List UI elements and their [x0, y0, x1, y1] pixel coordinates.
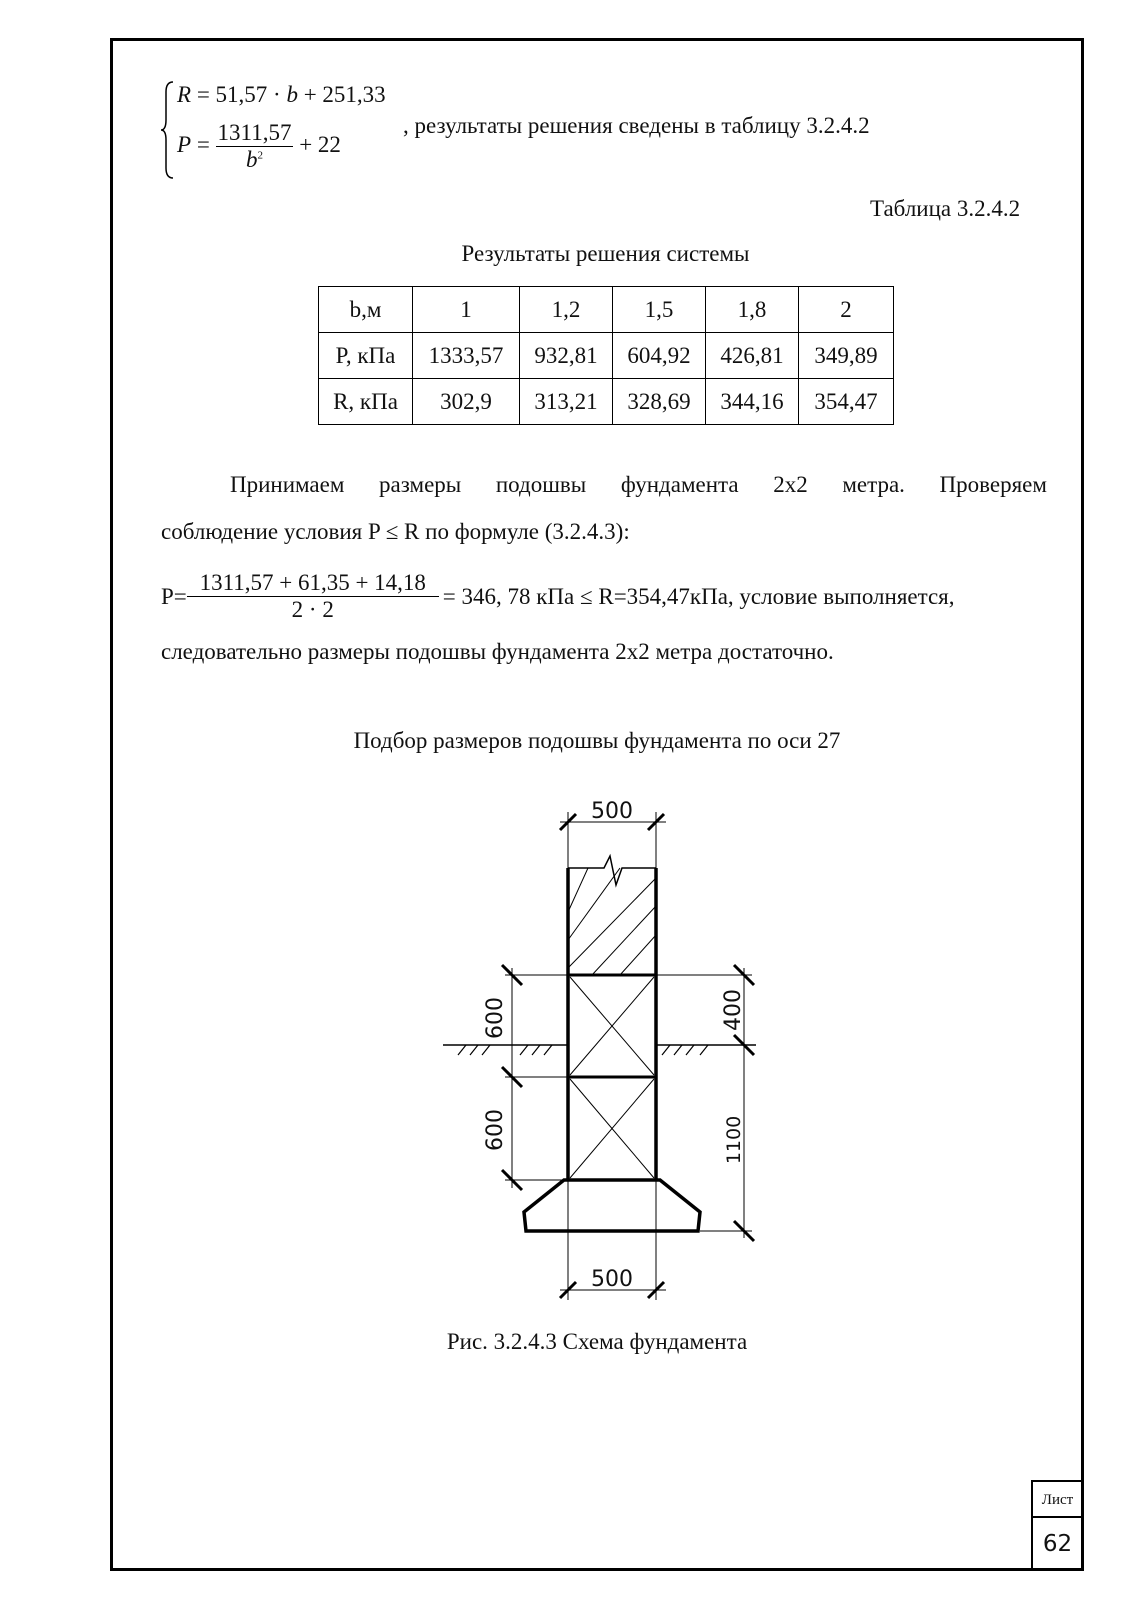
break-line — [568, 856, 656, 885]
table-row — [319, 379, 894, 425]
system-after-text: , результаты решения сведены в таблицу 3.2.4.2 — [403, 113, 870, 138]
table-label: Таблица 3.2.4.2 — [870, 196, 1021, 221]
paragraph-conclusion: следовательно размеры подошвы фундамента 2х2 метра достаточно. — [161, 639, 834, 664]
eq-p-rest: + 22 — [293, 131, 341, 157]
dim-right-upper-label: 400 — [721, 989, 746, 1031]
dim-bottom-label: 500 — [591, 1267, 633, 1292]
footing-slab — [524, 1180, 700, 1231]
eq-r-coef: = 51,57 · — [191, 82, 287, 107]
table-cell: 302,9 — [413, 379, 520, 425]
eq-p-den-var: b — [246, 147, 258, 172]
wall-hatch — [568, 868, 656, 975]
table-title: Результаты решения системы — [461, 241, 750, 266]
formula-denominator: 2 · 2 — [291, 597, 334, 622]
system-brace — [160, 80, 174, 180]
word: Принимаем — [230, 472, 345, 497]
table-cell: 313,21 — [520, 379, 613, 425]
figure-caption: Рис. 3.2.4.3 Схема фундамента — [446, 1329, 748, 1354]
word: 2х2 — [773, 472, 808, 497]
eq-r-rest: + 251,33 — [297, 82, 386, 107]
table-cell: 932,81 — [520, 333, 613, 379]
var-p: P — [177, 131, 192, 157]
eq-p-sign: = — [191, 131, 216, 157]
section-title: Подбор размеров подошвы фундамента по оси 27 — [353, 728, 841, 753]
word: размеры — [379, 472, 462, 497]
dim-left-lower-label: 600 — [483, 1109, 508, 1151]
sheet-stamp — [1031, 1480, 1084, 1571]
word: подошвы — [495, 472, 587, 497]
table-cell: 344,16 — [706, 379, 799, 425]
formula-result: = 346, 78 кПа ≤ R=354,47кПа, условие выполняется, — [442, 583, 955, 609]
var-r: R — [177, 82, 192, 107]
formula-fraction — [187, 570, 439, 623]
eq-p-den-exp: 2 — [257, 149, 263, 162]
word: Проверяем — [939, 472, 1047, 497]
eq-p-fraction — [216, 120, 294, 173]
table-cell: R, кПа — [319, 379, 413, 425]
table-cell: P, кПа — [319, 333, 413, 379]
table-cell: 604,92 — [613, 333, 706, 379]
dim-top-label: 500 — [591, 799, 633, 824]
equation-p — [177, 120, 341, 173]
dim-left-upper-label: 600 — [483, 997, 508, 1039]
formula-lhs: P= — [161, 583, 187, 609]
table-row — [319, 287, 894, 333]
word: метра. — [842, 472, 905, 497]
var-b: b — [286, 82, 298, 107]
table-cell: 1333,57 — [413, 333, 520, 379]
dim-left — [502, 965, 568, 1190]
table-cell: 1,2 — [520, 287, 613, 333]
table-cell: 1,5 — [613, 287, 706, 333]
word: фундамента — [620, 472, 739, 497]
results-table — [318, 286, 894, 425]
table-cell: 426,81 — [706, 333, 799, 379]
table-cell: 1 — [413, 287, 520, 333]
check-formula — [161, 570, 954, 623]
foundation-drawing — [430, 785, 760, 1305]
paragraph-line-2: соблюдение условия P ≤ R по формуле (3.2.4.3): — [161, 519, 630, 544]
equation-r — [177, 82, 386, 108]
table-cell: 1,8 — [706, 287, 799, 333]
eq-p-numerator: 1311,57 — [217, 120, 292, 145]
paragraph-line-1 — [230, 472, 1047, 498]
table-cell: 2 — [799, 287, 894, 333]
dim-right-lower-label: 1100 — [723, 1115, 745, 1165]
formula-numerator: 1311,57 + 61,35 + 14,18 — [187, 570, 439, 597]
table-cell: 349,89 — [799, 333, 894, 379]
table-row — [319, 333, 894, 379]
sheet-label: Лист — [1031, 1480, 1084, 1518]
table-cell: 354,47 — [799, 379, 894, 425]
table-cell: b,м — [319, 287, 413, 333]
ground-hatch — [458, 1045, 708, 1055]
table-cell: 328,69 — [613, 379, 706, 425]
sheet-number: 62 — [1031, 1516, 1084, 1571]
